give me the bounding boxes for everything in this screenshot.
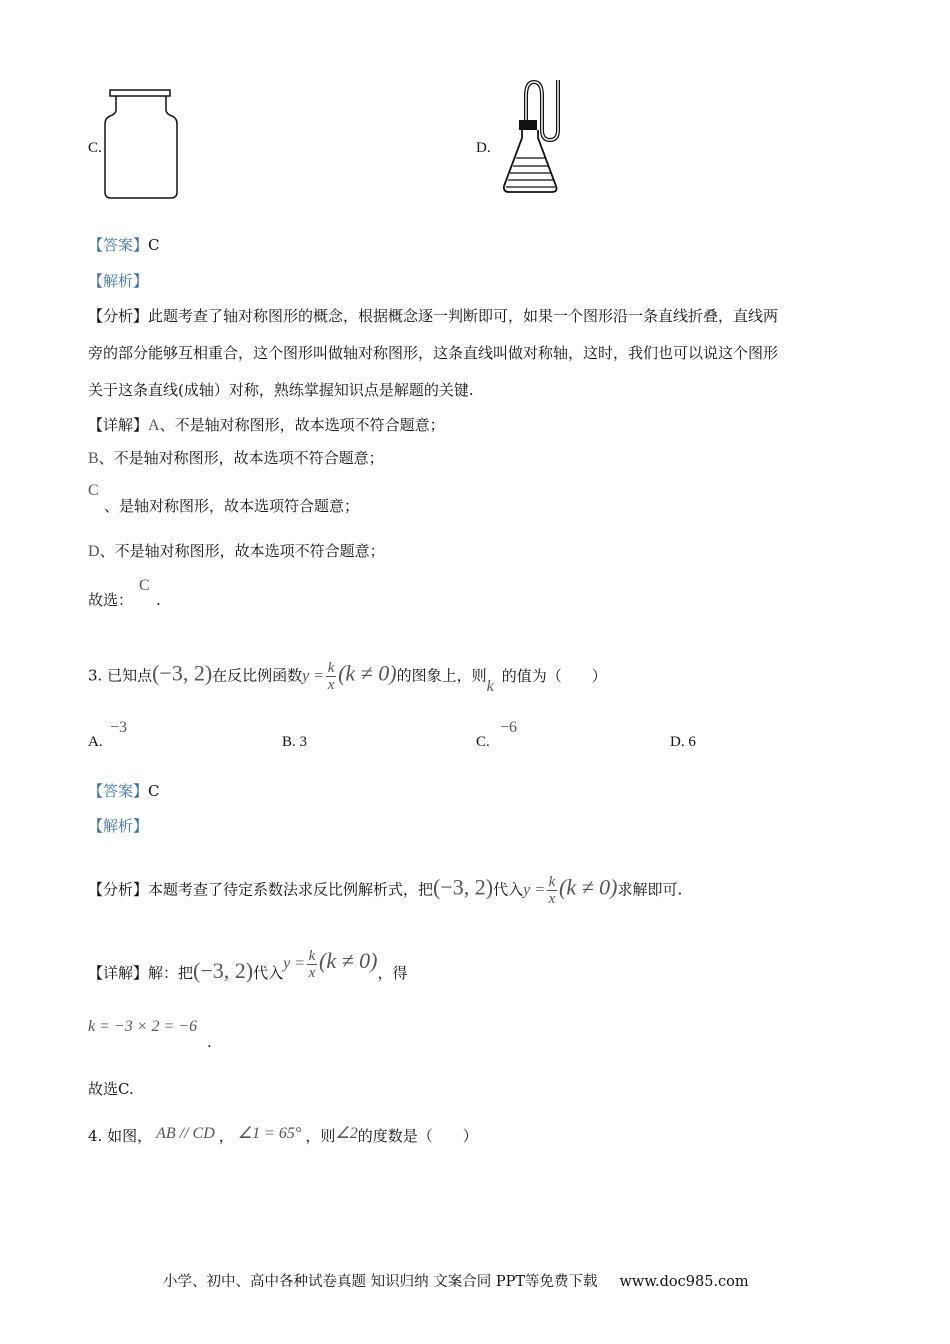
q2-fenxi-line-2: 旁的部分能够互相重合，这个图形叫做轴对称图形，这条直线叫做对称轴，这时，我们也可以说这个图形 — [88, 344, 779, 362]
letter-b: B — [88, 450, 99, 467]
answer-value: C — [148, 782, 160, 800]
q3-after: 的图象上，则 — [396, 666, 487, 685]
option-d-label: D. — [476, 140, 491, 156]
q4-mid: ，则 — [305, 1127, 336, 1145]
fraction-k-over-x — [547, 874, 557, 907]
q3-prefix: 3. 已知点 — [88, 666, 153, 685]
angle-2-expr: ∠2 — [335, 1125, 358, 1142]
y-eq: y = — [302, 667, 325, 685]
q3-choose: 故选C. — [88, 1080, 134, 1098]
q3-fenxi — [88, 874, 682, 907]
fenxi-tag: 【分析】 — [88, 880, 149, 899]
option-d[interactable]: D. 6 — [670, 734, 696, 750]
detail-text-2: 代入 — [253, 964, 284, 983]
q2-detail-a — [88, 415, 445, 436]
answer-tag: 【答案】 — [88, 236, 149, 254]
point: (−3, 2) — [433, 874, 494, 900]
denominator: x — [327, 677, 335, 693]
footer — [163, 1270, 749, 1291]
letter-c: C — [88, 482, 99, 499]
q2-detail-d — [88, 541, 385, 562]
parallel-expr: AB // CD — [156, 1125, 215, 1142]
q4-end: 的度数是（ ） — [357, 1127, 478, 1145]
fenxi-tag: 【分析】 — [88, 307, 149, 325]
detail-tag: 【详解】 — [88, 416, 149, 434]
detail-b-text: 、不是轴对称图形，故本选项不符合题意； — [98, 449, 384, 467]
denominator: x — [548, 891, 556, 907]
detail-text-1: 解：把 — [148, 964, 194, 983]
answer-tag: 【答案】 — [88, 782, 149, 800]
condition: (k ≠ 0) — [559, 874, 618, 900]
option-a-value: −3 — [110, 719, 128, 736]
q2-detail-b — [88, 448, 384, 469]
detail-text-3: ，得 — [377, 964, 408, 983]
letter-a: A — [148, 417, 160, 434]
fraction-k-over-x — [326, 660, 336, 693]
answer-value: C — [148, 236, 160, 254]
letter-d: D — [88, 543, 100, 560]
q3-equation-end: . — [207, 1033, 212, 1051]
q3-answer — [88, 781, 160, 801]
q2-fenxi-line-1 — [88, 306, 778, 326]
q2-analysis-tag: 【解析】 — [88, 272, 149, 290]
detail-tag: 【详解】 — [88, 964, 149, 983]
condition: (k ≠ 0) — [338, 660, 397, 686]
angle-1-expr: ∠1 = 65° — [237, 1125, 302, 1142]
denominator: x — [308, 965, 316, 981]
q3-equation: k = −3 × 2 = −6 — [88, 1018, 198, 1035]
option-c-label: C. — [88, 140, 102, 156]
numerator: k — [308, 948, 316, 964]
q3-stem — [88, 660, 607, 693]
fenxi-text-3: 求解即可. — [617, 880, 683, 899]
option-c-value: −6 — [500, 719, 518, 736]
q3-mid: 在反比例函数 — [212, 666, 303, 685]
wide-mouth-jar-figure — [100, 88, 182, 202]
q2-fenxi-line-3: 关于这条直线(成轴）对称，熟练掌握知识点是解题的关键. — [88, 381, 474, 399]
condition: (k ≠ 0) — [319, 948, 378, 974]
q2-detail-c: 、是轴对称图形，故本选项符合题意； — [104, 497, 360, 515]
q2-answer — [88, 235, 160, 255]
option-b[interactable]: B. 3 — [282, 734, 308, 750]
detail-d-text: 、不是轴对称图形，故本选项不符合题意； — [99, 542, 385, 560]
point: (−3, 2) — [152, 660, 213, 686]
fenxi-text-2: 代入 — [493, 880, 524, 899]
option-a[interactable]: A. — [88, 734, 103, 750]
q2-choose-prefix: 故选： — [88, 591, 134, 609]
option-c[interactable]: C. — [476, 734, 490, 750]
q3-end: 的值为（ ） — [501, 666, 607, 685]
fenxi-text: 此题考查了轴对称图形的概念，根据概念逐一判断即可，如果一个图形沿一条直线折叠，直线两 — [148, 307, 779, 325]
fraction-k-over-x — [307, 948, 317, 981]
y-eq: y = — [523, 881, 546, 899]
footer-text: 小学、初中、高中各种试卷真题 知识归纳 文案合同 PPT等免费下载 — [163, 1274, 598, 1290]
q4-prefix: 4. 如图， — [88, 1127, 153, 1145]
numerator: k — [327, 660, 335, 676]
y-eq: y = — [283, 955, 306, 973]
numerator: k — [548, 874, 556, 890]
q4-stem — [88, 1126, 478, 1147]
footer-url[interactable]: www.doc985.com — [619, 1274, 749, 1290]
q3-detail — [88, 948, 408, 991]
flask-with-u-tube-figure — [500, 76, 572, 198]
fenxi-text-1: 本题考查了待定系数法求反比例解析式，把 — [148, 880, 434, 899]
detail-a-text: 、不是轴对称图形，故本选项不符合题意； — [159, 416, 445, 434]
separator: ， — [218, 1127, 234, 1145]
q3-analysis-tag: 【解析】 — [88, 817, 149, 835]
k-var: k — [486, 677, 494, 695]
equation-group — [283, 948, 378, 981]
point: (−3, 2) — [193, 958, 254, 984]
q2-choose-suffix: . — [156, 591, 161, 609]
q2-choose-letter: C — [139, 577, 150, 594]
